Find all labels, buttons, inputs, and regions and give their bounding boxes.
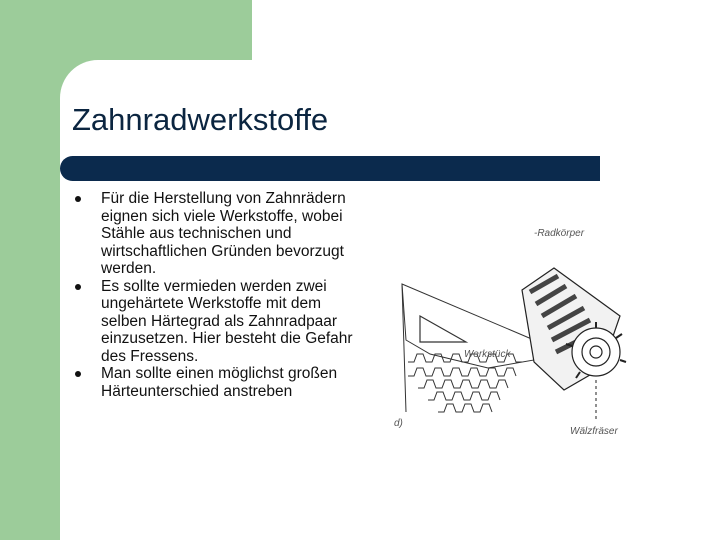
title-underline-bar bbox=[60, 156, 600, 181]
bullet-dot-icon bbox=[75, 196, 81, 202]
hob-cutter bbox=[522, 268, 626, 422]
bullet-item bbox=[72, 365, 362, 400]
figure-label-hob: Wälzfräser bbox=[570, 426, 618, 437]
bullet-text: Für die Herstellung von Zahnrädern eignen sich viele Werkstoffe, wobei Stähle aus technischen und wirtschaftlichen Gründen bevorzugt werden. bbox=[101, 190, 346, 277]
bullet-item bbox=[72, 278, 362, 366]
gear-hobbing-illustration bbox=[384, 212, 634, 452]
bullet-item bbox=[72, 190, 362, 278]
bullet-text: Man sollte einen möglichst großen Härteunterschied anstreben bbox=[101, 365, 338, 400]
slide-title: Zahnradwerkstoffe bbox=[72, 102, 329, 137]
figure-label-top: -Radkörper bbox=[534, 228, 585, 239]
bullet-dot-icon bbox=[75, 371, 81, 377]
figure-label-d: d) bbox=[394, 418, 403, 429]
bullet-text: Es sollte vermieden werden zwei ungehärtete Werkstoffe mit dem selben Härtegrad als Zahnradpaar einzusetzen. Hier besteht die Gefahr des Fressens. bbox=[101, 277, 353, 365]
bullet-list bbox=[72, 190, 362, 400]
figure-label-workpiece: Werkstück bbox=[464, 349, 511, 360]
bullet-dot-icon bbox=[75, 284, 81, 290]
